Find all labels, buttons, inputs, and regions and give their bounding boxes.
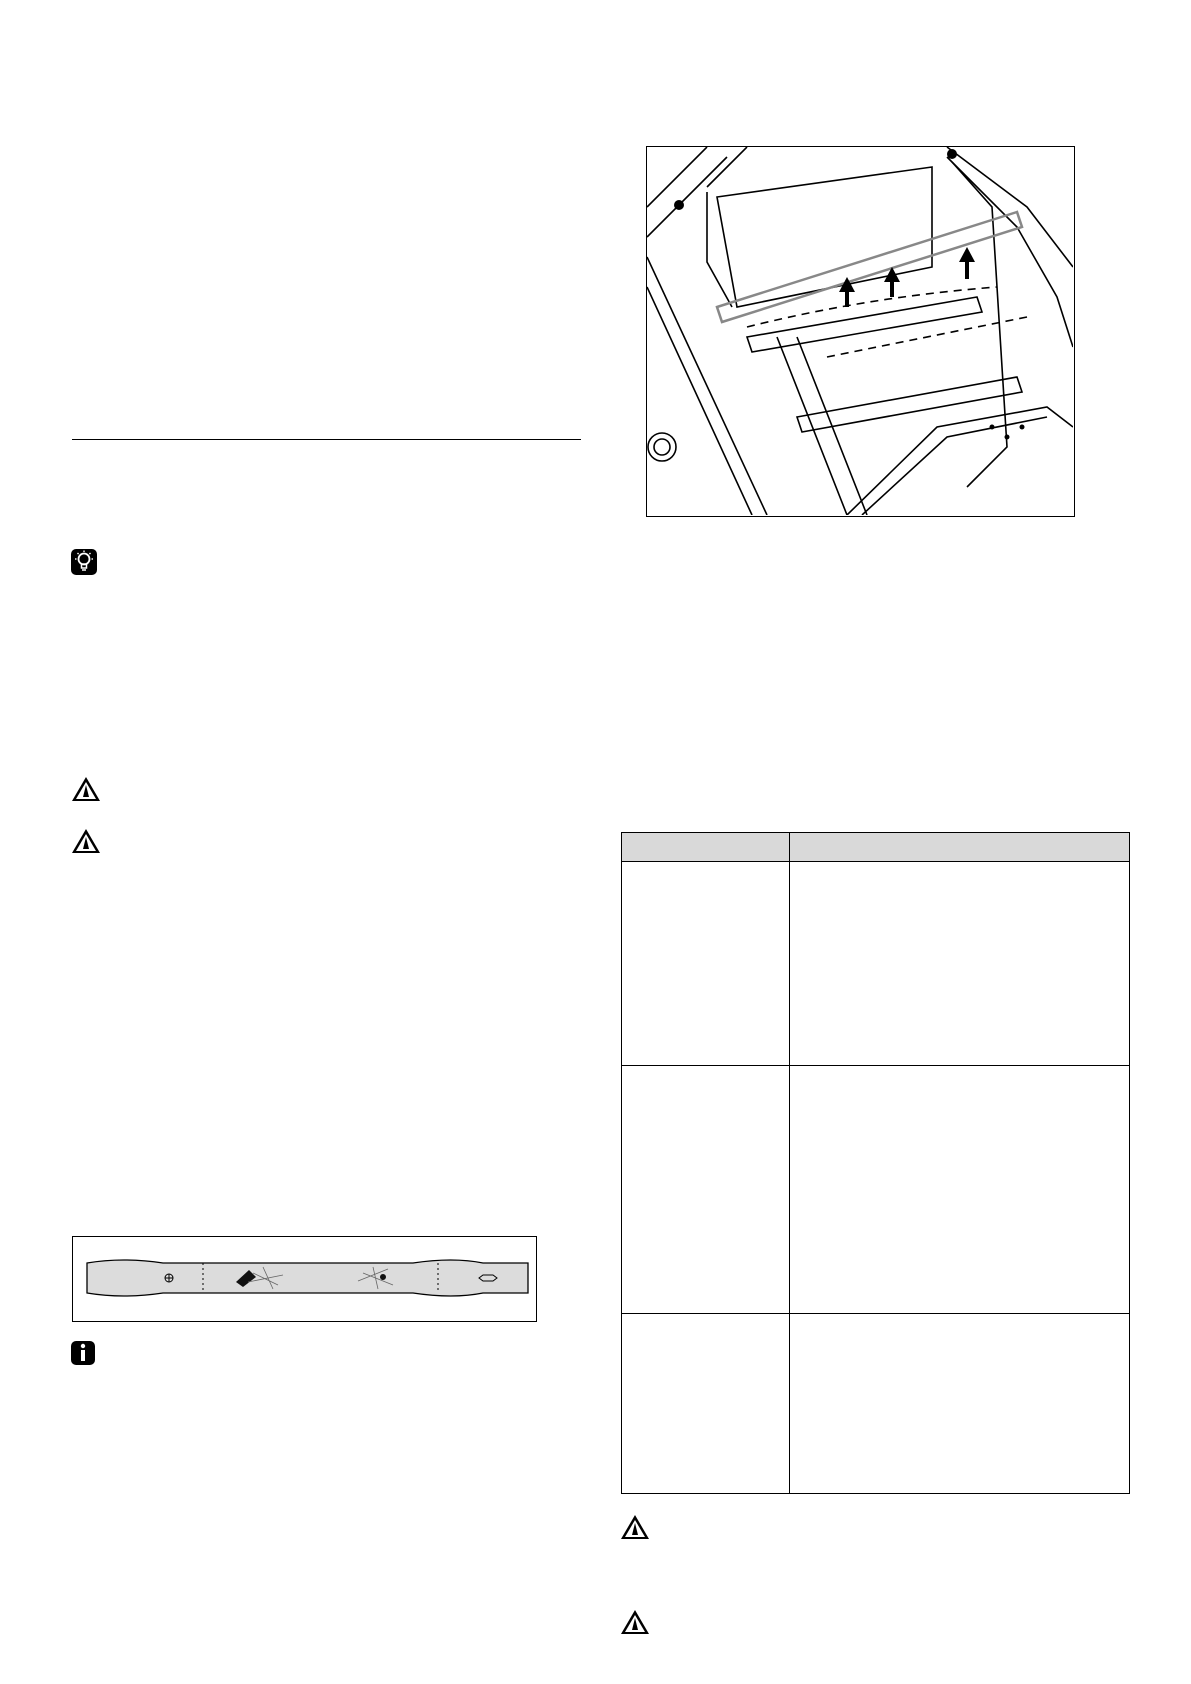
table-row	[622, 1314, 1130, 1494]
warning-triangle-icon	[70, 827, 100, 857]
table-cell	[622, 1314, 790, 1494]
table-row	[622, 1066, 1130, 1314]
table-row	[622, 862, 1130, 1066]
info-icon	[70, 1340, 100, 1370]
spider-guard-illustration	[73, 1237, 535, 1320]
table-cell	[622, 1066, 790, 1314]
section-divider	[72, 439, 581, 440]
warning-triangle-icon	[619, 1608, 649, 1638]
warning-triangle-icon	[70, 775, 100, 805]
warning-triangle-icon	[619, 1513, 649, 1543]
table-cell	[622, 862, 790, 1066]
burner-removal-figure	[646, 146, 1075, 517]
table-cell	[790, 862, 1130, 1066]
lightbulb-icon	[70, 548, 100, 578]
troubleshooting-table	[621, 832, 1130, 1494]
spider-guard-figure	[72, 1236, 537, 1322]
table-header-cell	[622, 833, 790, 862]
table-cell	[790, 1314, 1130, 1494]
table-cell	[790, 1066, 1130, 1314]
table-header-cell	[790, 833, 1130, 862]
burner-removal-illustration	[647, 147, 1073, 515]
